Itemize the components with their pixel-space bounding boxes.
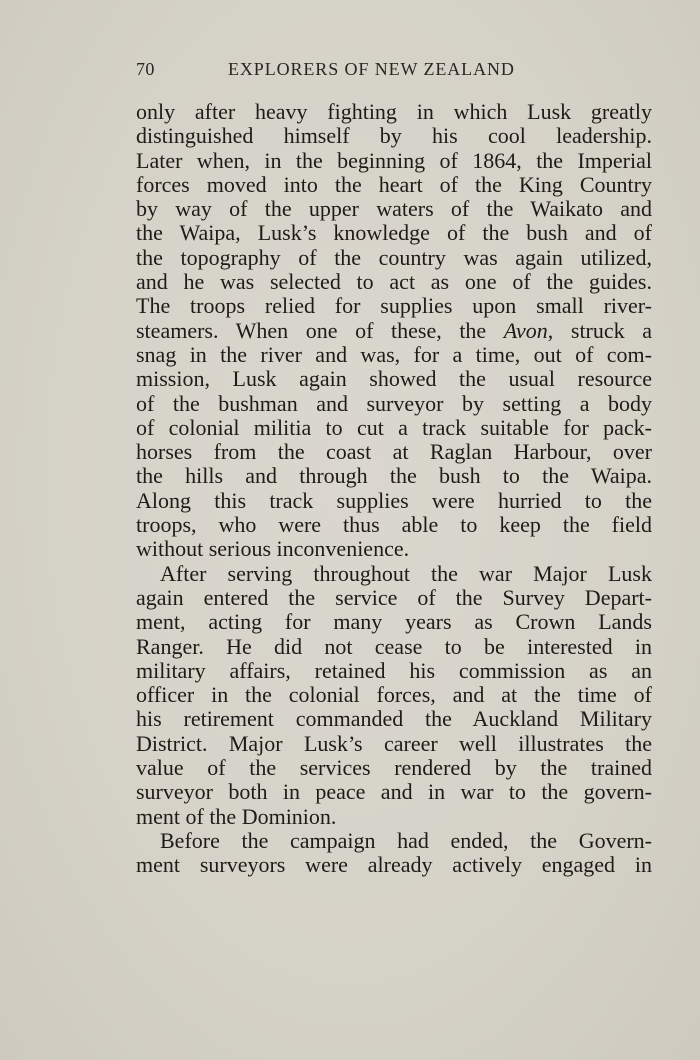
text-line: the topography of the country was again utilized, (136, 245, 652, 270)
body-text (136, 100, 652, 878)
page-number: 70 (136, 59, 155, 79)
text-segment: steamers. When one of these, the (136, 318, 504, 343)
text-line: Later when, in the beginning of 1864, the Imperial (136, 148, 652, 173)
text-line: of the bushman and surveyor by setting a body (136, 391, 652, 416)
text-line: his retirement commanded the Auckland Military (136, 707, 652, 732)
text-line: ment of the Dominion. (136, 804, 337, 829)
text-line: forces moved into the heart of the King Country (136, 172, 652, 197)
text-segment: , struck a (547, 318, 652, 343)
text-line: distinguished himself by his cool leadership. (136, 124, 652, 149)
running-head: EXPLORERS OF NEW ZEALAND (228, 59, 515, 79)
text-line: ment surveyors were already actively engaged in (136, 853, 652, 878)
text-line: District. Major Lusk’s career well illustrates the (136, 731, 652, 756)
text-line: mission, Lusk again showed the usual resource (136, 367, 652, 392)
text-line: troops, who were thus able to keep the field (136, 513, 652, 538)
text-line: military affairs, retained his commission as an (136, 658, 652, 683)
text-line: without serious inconvenience. (136, 537, 410, 562)
text-line: the hills and through the bush to the Waipa. (136, 464, 652, 489)
paragraph-2 (136, 562, 652, 829)
text-line: the Waipa, Lusk’s knowledge of the bush and of (136, 221, 652, 246)
text-line (136, 319, 652, 343)
paragraph-3 (136, 829, 652, 878)
text-line: again entered the service of the Survey Depart- (136, 585, 652, 610)
text-line: Ranger. He did not cease to be interested in (136, 634, 652, 659)
text-line: ment, acting for many years as Crown Lands (136, 610, 652, 635)
text-line: The troops relied for supplies upon small river- (136, 294, 652, 319)
text-line: Along this track supplies were hurried to the (136, 488, 652, 513)
text-line: and he was selected to act as one of the guides. (136, 270, 652, 295)
text-line: horses from the coast at Raglan Harbour, over (136, 440, 652, 465)
text-line: officer in the colonial forces, and at the time of (136, 683, 652, 708)
page-header (136, 59, 650, 83)
paragraph-1 (136, 100, 652, 562)
text-line: Before the campaign had ended, the Govern- (160, 828, 652, 853)
text-line: only after heavy fighting in which Lusk greatly (136, 100, 652, 124)
text-line: by way of the upper waters of the Waikato and (136, 197, 652, 222)
text-line: value of the services rendered by the trained (136, 756, 652, 781)
text-line: snag in the river and was, for a time, out of com- (136, 342, 652, 367)
ship-name-avon: Avon (503, 318, 548, 343)
text-line: of colonial militia to cut a track suitable for pack- (136, 415, 652, 440)
text-line: surveyor both in peace and in war to the govern- (136, 780, 652, 805)
text-line: After serving throughout the war Major Lusk (160, 561, 652, 586)
